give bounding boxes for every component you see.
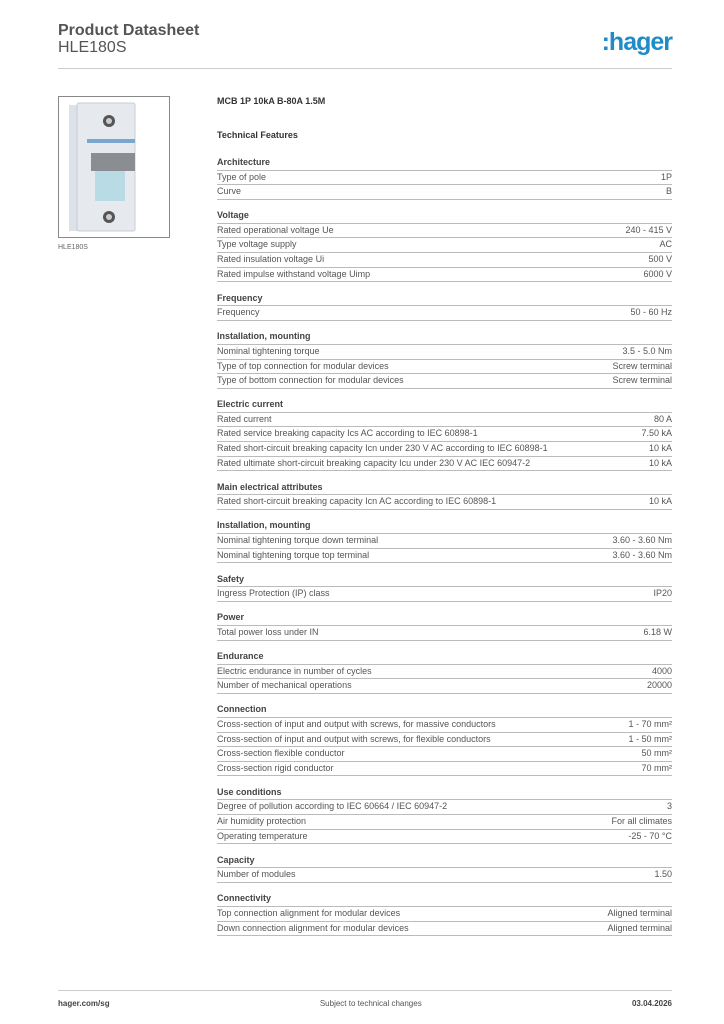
spec-section <box>217 650 672 694</box>
spec-value: IP20 <box>653 588 672 599</box>
spec-row <box>217 679 672 694</box>
spec-value: 10 kA <box>648 457 672 468</box>
spec-row <box>217 549 672 564</box>
spec-row <box>217 534 672 549</box>
spec-value: 3 <box>666 801 672 812</box>
spec-label: Cross-section of input and output with screws, for massive conductors <box>217 718 496 729</box>
spec-row <box>217 815 672 830</box>
spec-row <box>217 306 672 321</box>
spec-row <box>217 665 672 680</box>
spec-value: Screw terminal <box>612 375 672 386</box>
spec-value: 3.60 - 3.60 Nm <box>612 549 672 560</box>
footer <box>58 990 672 1008</box>
spec-value: 10 kA <box>648 443 672 453</box>
section-heading: Capacity <box>217 854 672 869</box>
spec-section <box>217 519 672 563</box>
spec-label: Nominal tightening torque down terminal <box>217 534 379 545</box>
section-heading: Frequency <box>217 292 672 307</box>
spec-row <box>217 800 672 815</box>
image-caption: HLE180S <box>58 244 88 251</box>
spec-row <box>217 733 672 748</box>
spec-section <box>217 209 672 282</box>
spec-value: Screw terminal <box>612 360 672 371</box>
section-heading: Connectivity <box>217 892 672 907</box>
spec-section <box>217 611 672 640</box>
spec-value: For all climates <box>611 815 672 826</box>
spec-value: 20000 <box>646 680 672 691</box>
spec-label: Degree of pollution according to IEC 60664 / IEC 60947-2 <box>217 801 448 812</box>
section-heading: Connection <box>217 703 672 718</box>
spec-label: Rated ultimate short-circuit breaking capacity Icu under 230 V AC IEC 60947-2 <box>217 457 531 468</box>
spec-label: Rated operational voltage Ue <box>217 224 334 235</box>
spec-label: Rated insulation voltage Ui <box>217 253 325 264</box>
spec-row <box>217 922 672 937</box>
spec-section <box>217 330 672 388</box>
spec-value: B <box>665 186 672 197</box>
spec-label: Cross-section rigid conductor <box>217 762 334 773</box>
spec-label: Cross-section of input and output with screws, for flexible conductors <box>217 733 491 744</box>
spec-label: Total power loss under IN <box>217 626 319 637</box>
spec-section <box>217 398 672 471</box>
page-title: Product Datasheet <box>58 22 200 39</box>
spec-value: 6.18 W <box>643 626 672 637</box>
spec-table <box>217 96 672 946</box>
spec-label: Rated current <box>217 413 272 424</box>
spec-row <box>217 253 672 268</box>
spec-label: Type of bottom connection for modular devices <box>217 375 404 386</box>
spec-row <box>217 171 672 186</box>
spec-label: Cross-section flexible conductor <box>217 748 345 759</box>
spec-row <box>217 907 672 922</box>
section-heading: Voltage <box>217 209 672 224</box>
spec-value: AC <box>659 239 672 250</box>
spec-row <box>217 457 672 472</box>
spec-label: Ingress Protection (IP) class <box>217 588 330 599</box>
technical-features-heading: Technical Features <box>217 130 298 140</box>
spec-value: 3.60 - 3.60 Nm <box>612 534 672 545</box>
spec-row <box>217 224 672 239</box>
spec-row <box>217 374 672 389</box>
spec-section <box>217 854 672 883</box>
spec-row <box>217 718 672 733</box>
footer-date: 03.04.2026 <box>631 999 672 1008</box>
spec-label: Rated short-circuit breaking capacity Icn under 230 V AC according to IEC 60898-1 <box>217 443 548 453</box>
spec-value: 240 - 415 V <box>625 224 672 235</box>
spec-value: -25 - 70 °C <box>628 830 672 841</box>
spec-value: 10 kA <box>648 496 672 507</box>
spec-value: 3.5 - 5.0 Nm <box>622 345 672 356</box>
header-divider <box>58 68 672 69</box>
spec-row <box>217 495 672 510</box>
spec-section <box>217 786 672 844</box>
spec-label: Operating temperature <box>217 830 308 841</box>
spec-value: 50 - 60 Hz <box>630 307 672 318</box>
spec-section <box>217 703 672 776</box>
spec-value: 1 - 70 mm² <box>628 718 672 729</box>
spec-row <box>217 427 672 442</box>
spec-row <box>217 345 672 360</box>
product-name: MCB 1P 10kA B-80A 1.5M <box>217 96 326 106</box>
section-heading: Installation, mounting <box>217 330 672 345</box>
section-heading: Safety <box>217 573 672 588</box>
spec-section <box>217 481 672 510</box>
spec-section <box>217 156 672 200</box>
spec-label: Number of modules <box>217 869 296 880</box>
footer-note: Subject to technical changes <box>319 999 422 1008</box>
spec-label: Nominal tightening torque top terminal <box>217 549 370 560</box>
section-heading: Endurance <box>217 650 672 665</box>
spec-label: Type of top connection for modular devices <box>217 360 389 371</box>
spec-value: 80 A <box>653 413 672 424</box>
spec-row <box>217 626 672 641</box>
spec-row <box>217 762 672 777</box>
spec-value: Aligned terminal <box>607 907 672 918</box>
spec-value: 4000 <box>651 665 672 676</box>
spec-row <box>217 868 672 883</box>
spec-value: 1 - 50 mm² <box>628 733 672 744</box>
spec-label: Top connection alignment for modular devices <box>217 907 401 918</box>
spec-label: Type of pole <box>217 171 267 182</box>
spec-label: Rated impulse withstand voltage Uimp <box>217 268 371 279</box>
spec-value: Aligned terminal <box>607 922 672 933</box>
spec-label: Nominal tightening torque <box>217 345 320 356</box>
section-heading: Main electrical attributes <box>217 481 672 496</box>
spec-section <box>217 892 672 936</box>
spec-value: 7.50 kA <box>641 428 672 439</box>
footer-website-link[interactable]: hager.com/sg <box>58 999 110 1008</box>
spec-value: 1.50 <box>654 869 672 880</box>
spec-value: 500 V <box>648 253 672 264</box>
section-heading: Electric current <box>217 398 672 413</box>
spec-label: Curve <box>217 186 242 197</box>
hager-logo: :hager <box>601 28 672 56</box>
spec-value: 6000 V <box>643 268 672 279</box>
spec-row <box>217 830 672 845</box>
section-heading: Installation, mounting <box>217 519 672 534</box>
spec-row <box>217 442 672 457</box>
spec-label: Number of mechanical operations <box>217 680 352 691</box>
spec-row <box>217 238 672 253</box>
spec-label: Air humidity protection <box>217 815 307 826</box>
spec-label: Electric endurance in number of cycles <box>217 665 372 676</box>
section-heading: Use conditions <box>217 786 672 801</box>
spec-label: Type voltage supply <box>217 239 297 250</box>
spec-row <box>217 587 672 602</box>
spec-value: 70 mm² <box>641 762 672 773</box>
spec-row <box>217 268 672 283</box>
spec-label: Frequency <box>217 307 260 318</box>
spec-value: 1P <box>660 171 672 182</box>
product-image <box>58 96 170 238</box>
section-heading: Power <box>217 611 672 626</box>
spec-label: Rated service breaking capacity Ics AC according to IEC 60898-1 <box>217 428 478 439</box>
spec-section <box>217 573 672 602</box>
spec-value: 50 mm² <box>641 748 672 759</box>
section-heading: Architecture <box>217 156 672 171</box>
spec-row <box>217 747 672 762</box>
spec-section <box>217 292 672 321</box>
spec-label: Rated short-circuit breaking capacity Icn AC according to IEC 60898-1 <box>217 496 497 507</box>
spec-row <box>217 413 672 428</box>
spec-row <box>217 185 672 200</box>
product-code: HLE180S <box>58 39 127 56</box>
spec-row <box>217 360 672 375</box>
spec-label: Down connection alignment for modular devices <box>217 922 409 933</box>
